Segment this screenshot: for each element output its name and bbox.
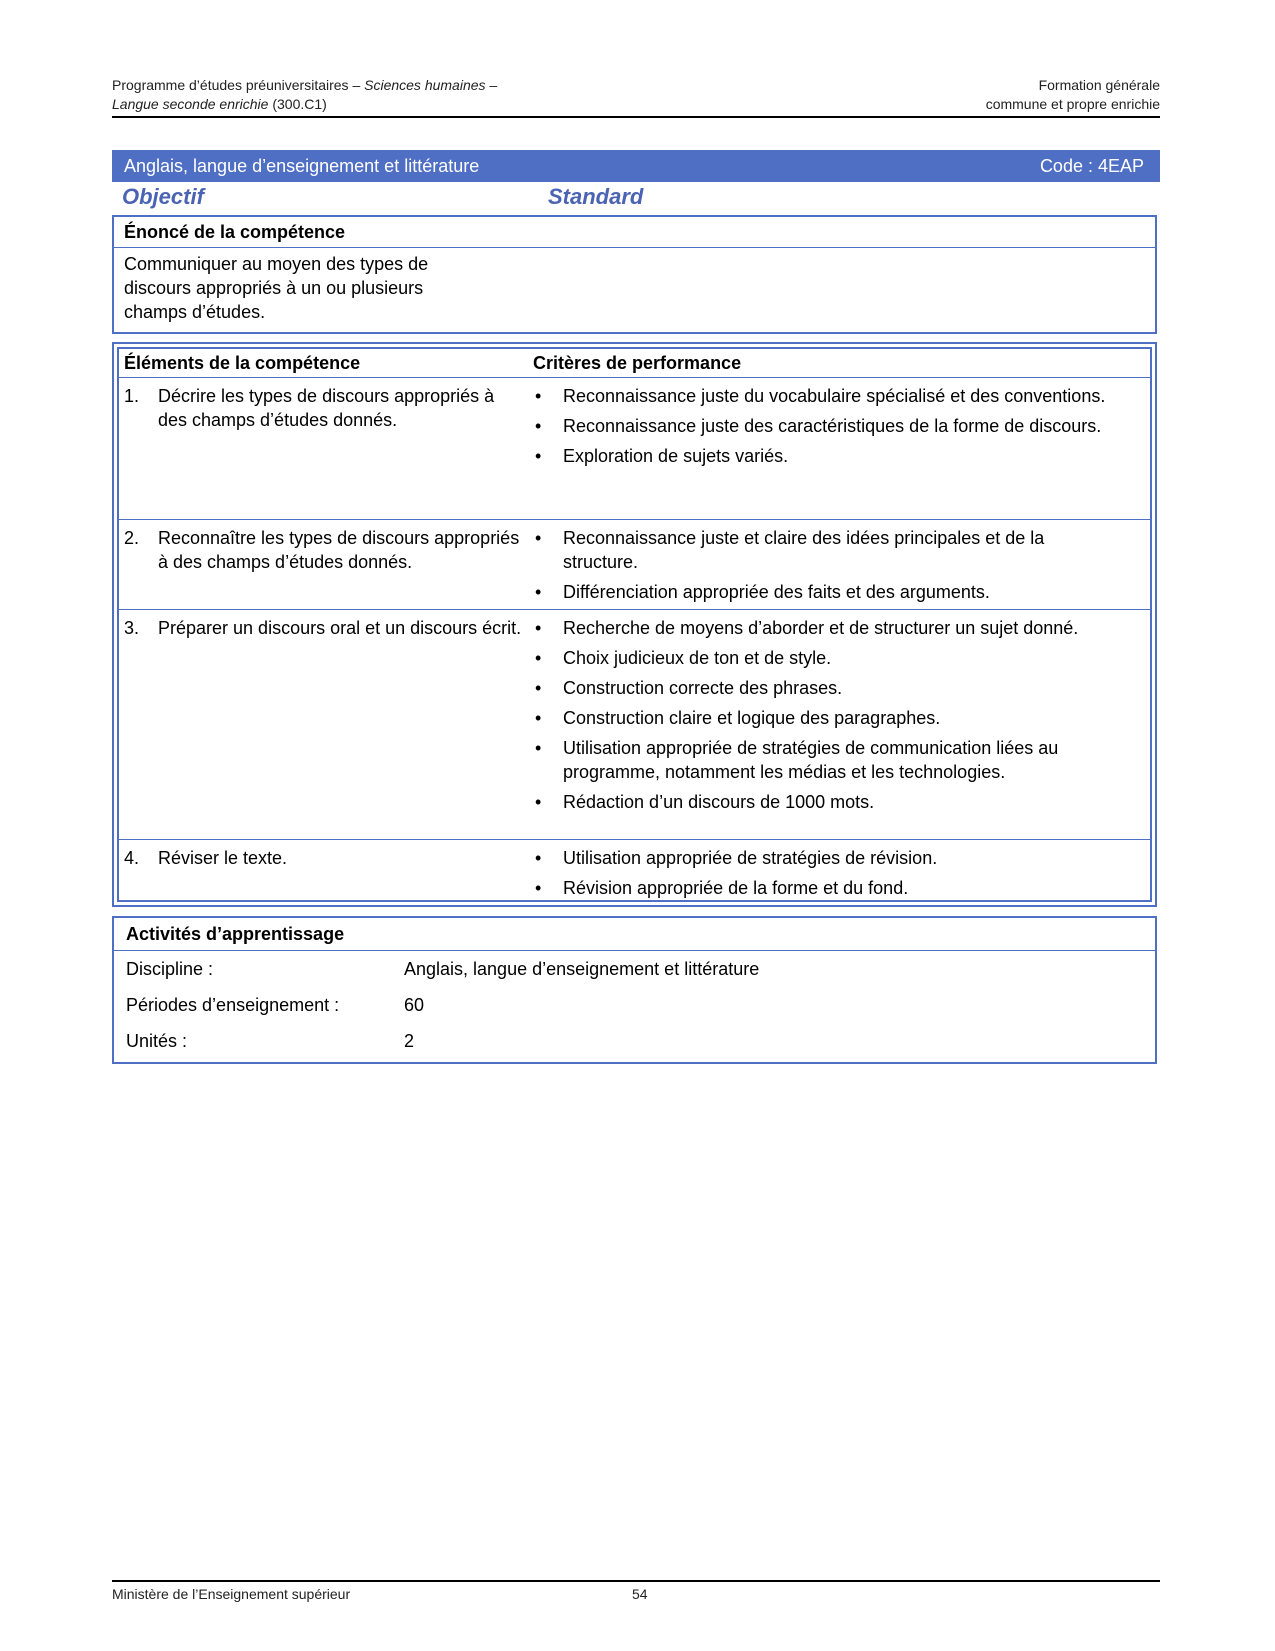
program-title [112, 76, 497, 114]
list-item: • Construction correcte des phrases. [533, 676, 1108, 700]
list-item: • Reconnaissance juste et claire des idées principales et de la structure. [533, 526, 1108, 574]
table-row [119, 520, 1150, 610]
element-4: 4. Réviser le texte. [124, 848, 288, 868]
list-item: • Recherche de moyens d’aborder et de structurer un sujet donné. [533, 616, 1108, 640]
unites-label: Unités : [126, 1031, 188, 1051]
element-1: 1. Décrire les types de discours appropriés à des champs d’études donnés. [124, 386, 495, 430]
list-item: • Rédaction d’un discours de 1000 mots. [533, 790, 1108, 814]
unites-row [114, 1023, 1155, 1059]
criteria-list-1 [533, 384, 1108, 474]
course-code: Code : 4EAP [1039, 156, 1144, 176]
element-2: 2. Reconnaître les types de discours appropriés à des champs d’études donnés. [124, 528, 520, 572]
ministry-name: Ministère de l’Enseignement supérieur [112, 1586, 351, 1602]
objectif-label: Objectif [122, 184, 204, 209]
discipline-value: Anglais, langue d’enseignement et littérature [404, 959, 760, 979]
list-item: • Reconnaissance juste du vocabulaire spécialisé et des conventions. [533, 384, 1108, 408]
program-variant: Langue seconde enrichie [112, 96, 269, 112]
list-item: • Reconnaissance juste des caractéristiques de la forme de discours. [533, 414, 1108, 438]
course-title: Anglais, langue d’enseignement et littérature [124, 156, 480, 176]
criteria-list-3 [533, 616, 1108, 820]
enonce-text: Communiquer au moyen des types de discours appropriés à un ou plusieurs champs d’études. [124, 254, 429, 322]
list-item: • Utilisation appropriée de stratégies de révision. [533, 846, 1108, 870]
periodes-row [114, 987, 1155, 1023]
list-item: • Choix judicieux de ton et de style. [533, 646, 1108, 670]
formation-type [986, 76, 1160, 114]
enonce-section [112, 215, 1157, 334]
table-row [119, 840, 1150, 904]
course-title-bar [112, 150, 1160, 182]
element-3: 3. Préparer un discours oral et un discours écrit. [124, 618, 522, 638]
periodes-label: Périodes d’enseignement : [126, 995, 340, 1015]
formation-line1: Formation générale [1038, 77, 1160, 93]
discipline-row [114, 951, 1155, 987]
discipline-label: Discipline : [126, 959, 214, 979]
list-item: • Construction claire et logique des paragraphes. [533, 706, 1108, 730]
periodes-value: 60 [404, 995, 425, 1015]
criteria-heading: Critères de performance [533, 353, 742, 373]
page-number: 54 [632, 1586, 648, 1602]
list-item: • Révision appropriée de la forme et du fond. [533, 876, 1108, 900]
competence-header [119, 349, 1150, 378]
program-prefix: Programme d’études préuniversitaires – [112, 77, 365, 93]
page-footer [112, 1580, 1160, 1602]
activites-section [112, 916, 1157, 1064]
list-item: • Utilisation appropriée de stratégies de communication liées au programme, notamment les médias et les technologies. [533, 736, 1108, 784]
page-header [112, 76, 1160, 118]
list-item: • Exploration de sujets variés. [533, 444, 1108, 468]
criteria-list-2 [533, 526, 1108, 610]
formation-line2: commune et propre enrichie [985, 96, 1160, 112]
criteria-list-4 [533, 846, 1108, 906]
list-item: • Différenciation appropriée des faits et des arguments. [533, 580, 1108, 604]
enonce-heading: Énoncé de la compétence [114, 217, 1155, 248]
program-suffix: – [485, 77, 498, 93]
elements-heading: Éléments de la compétence [124, 353, 361, 373]
activites-heading: Activités d’apprentissage [114, 918, 1155, 951]
standard-label: Standard [548, 184, 644, 209]
unites-value: 2 [404, 1031, 415, 1051]
table-row [119, 378, 1150, 520]
program-name: Sciences humaines [364, 77, 486, 93]
competence-table [112, 342, 1157, 907]
table-row [119, 610, 1150, 840]
program-code: (300.C1) [268, 96, 327, 112]
